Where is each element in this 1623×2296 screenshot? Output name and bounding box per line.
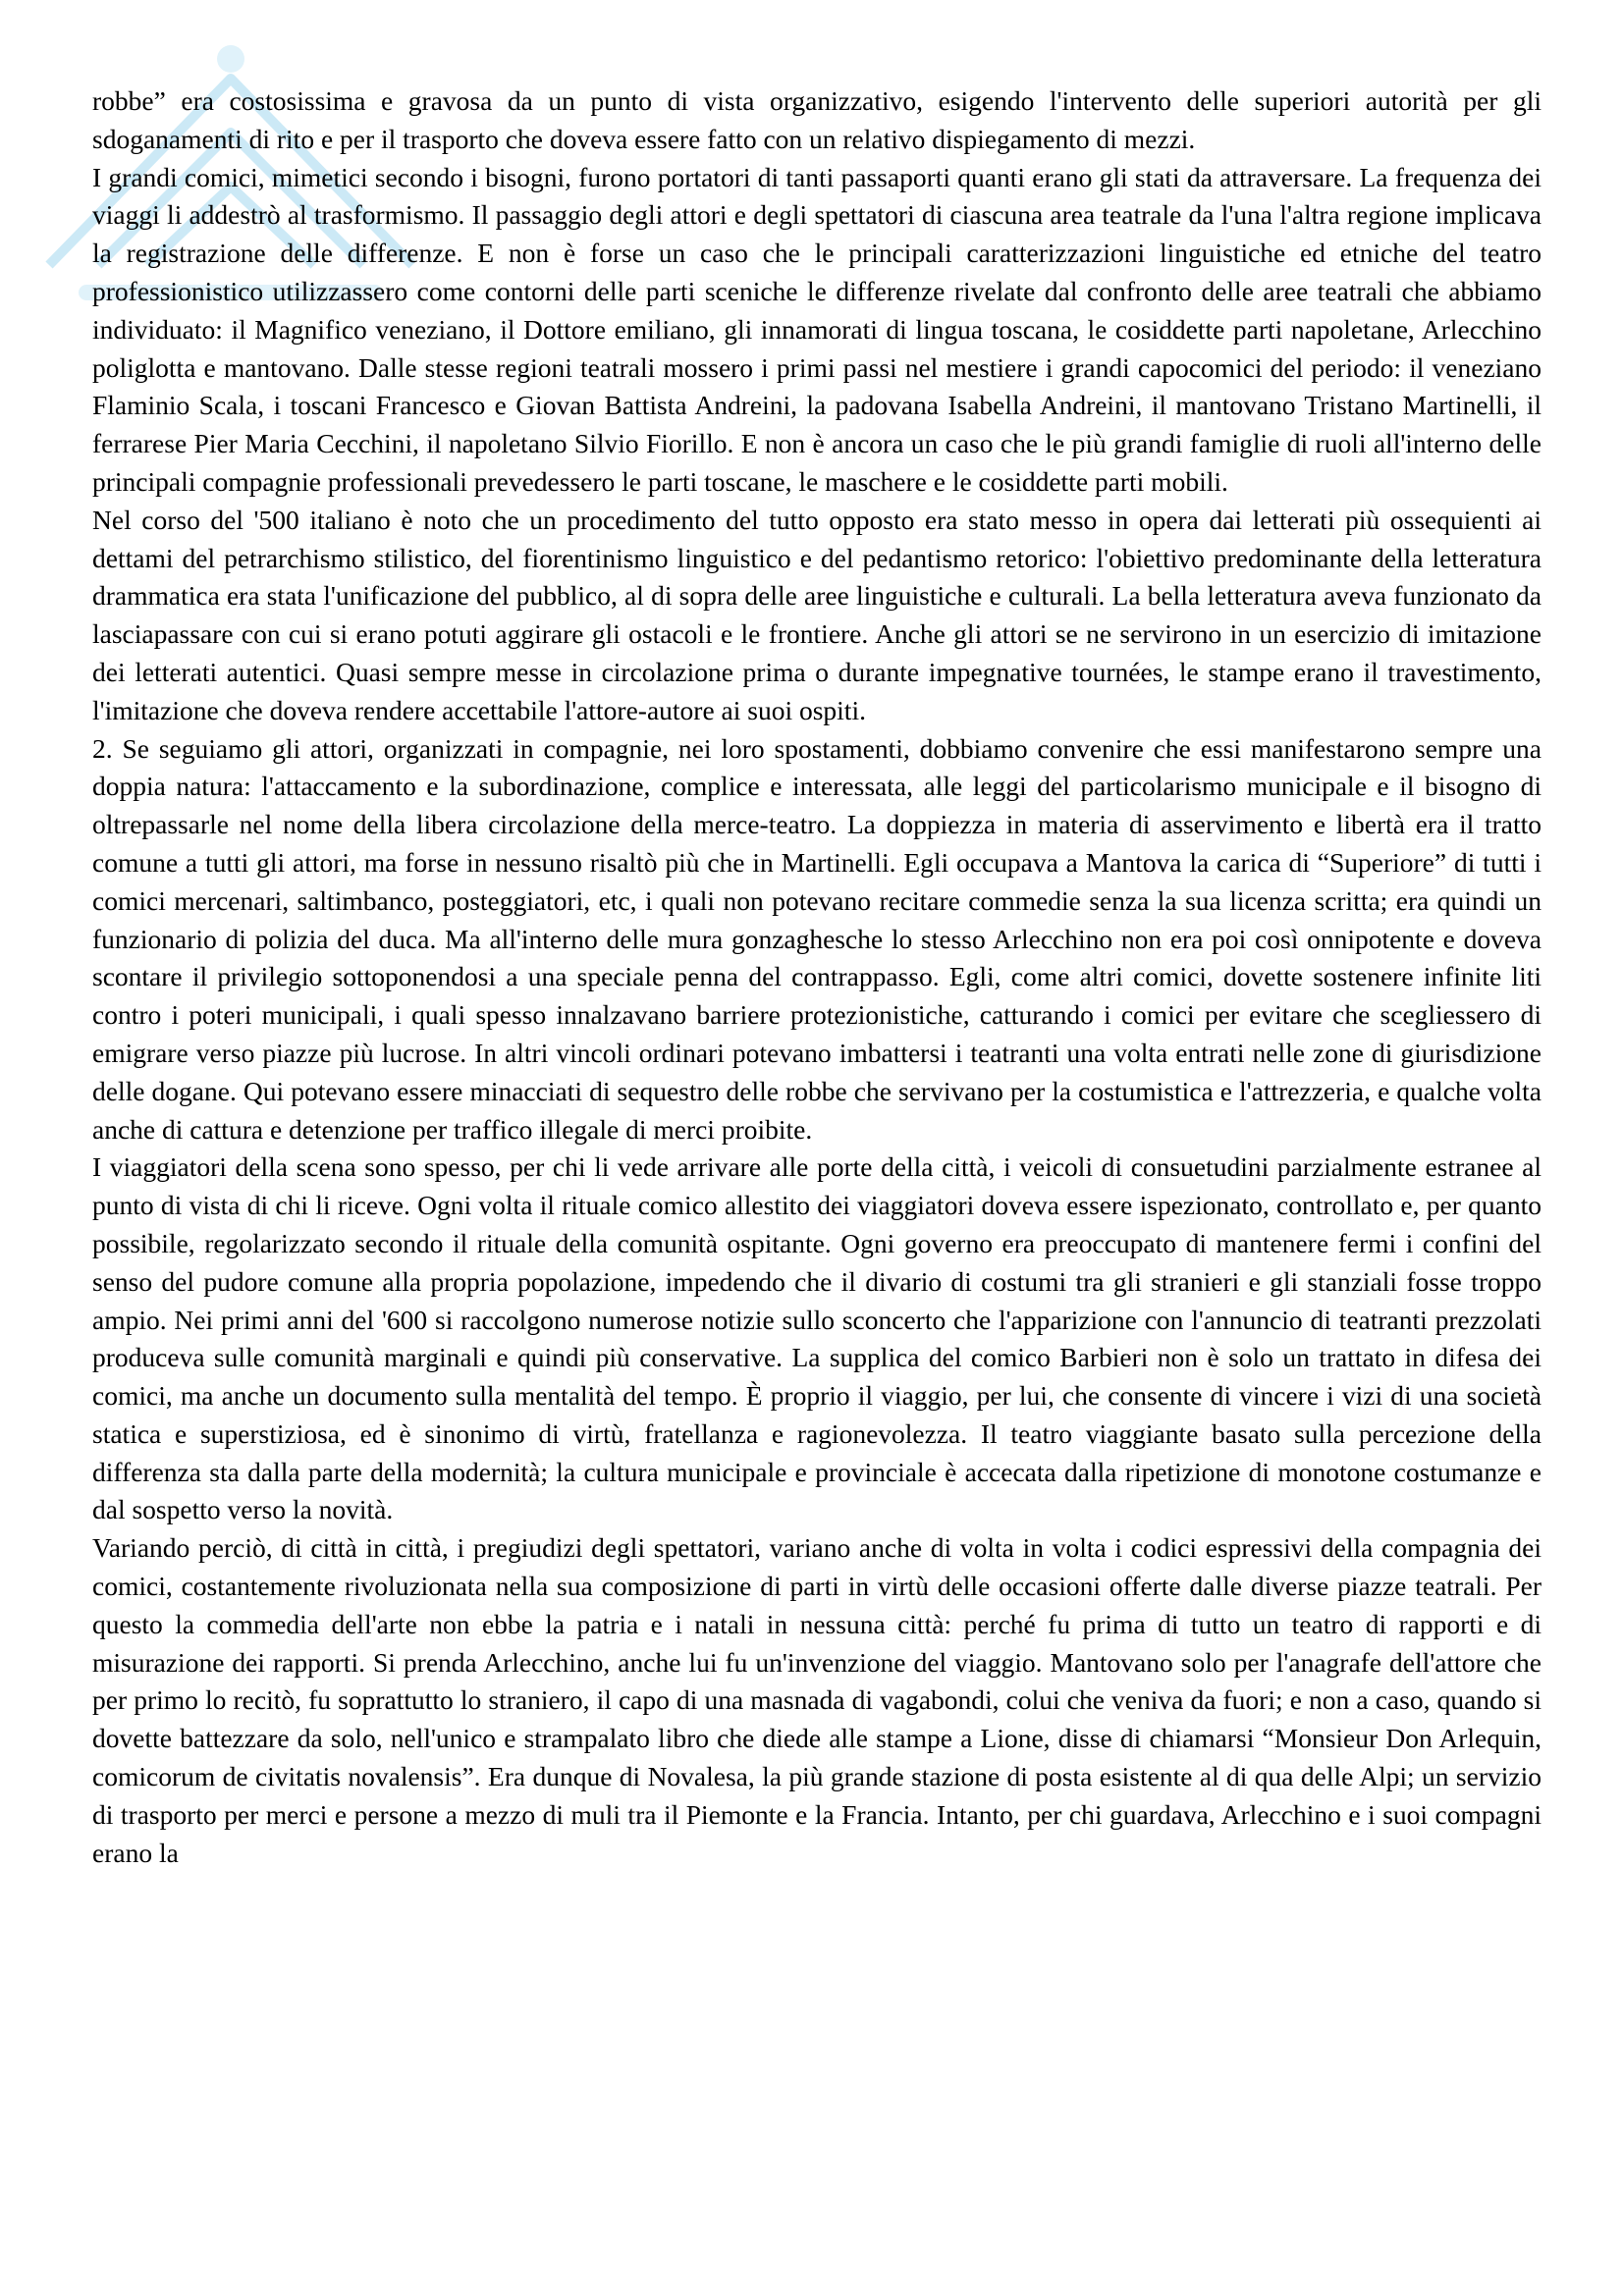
paragraph-3: Nel corso del '500 italiano è noto che un procedimento del tutto opposto era stato messo in opera dai letterati più ossequienti ai dettami del petrarchismo stilistico, del fiorentinismo linguistico e del pedantismo retorico: l'obiettivo predominante della letteratura drammatica era stata l'unificazione del pubblico, al di sopra delle aree linguistiche e culturali. La bella letteratura aveva funzionato da lasciapassare con cui si erano potuti aggirare gli ostacoli e le frontiere. Anche gli attori se ne servirono in un esercizio di imitazione dei letterati autentici. Quasi sempre messe in circolazione prima o durante impegnative tournées, le stampe erano il travestimento, l'imitazione che doveva rendere accettabile l'attore-autore ai suoi ospiti. xyxy=(92,504,1542,725)
paragraph-4: 2. Se seguiamo gli attori, organizzati in compagnie, nei loro spostamenti, dobbiamo convenire che essi manifestarono sempre una doppia natura: l'attaccamento e la subordinazione, complice e interessata, alle leggi del particolarismo municipale e il bisogno di oltrepassarle nel nome della libera circolazione della merce-teatro. La doppiezza in materia di asservimento e libertà era il tratto comune a tutti gli attori, ma forse in nessuno risaltò più che in Martinelli. Egli occupava a Mantova la carica di “Superiore” di tutti i comici mercenari, saltimbanco, posteggiatori, etc, i quali non potevano recitare commedie senza la sua licenza scritta; era quindi un funzionario di polizia del duca. Ma all'interno delle mura gonzaghesche lo stesso Arlecchino non era poi così onnipotente e doveva scontare il privilegio sottoponendosi a una speciale penna del contrappasso. Egli, come altri comici, dovette sostenere infinite liti contro i poteri municipali, i quali spesso innalzavano barriere protezionistiche, catturando i comici per evitare che scegliessero di emigrare verso piazze più lucrose. In altri vincoli ordinari potevano imbattersi i teatranti una volta entrati nelle zone di giurisdizione delle dogane. Qui potevano essere minacciati di sequestro delle robbe che servivano per la costumistica e l'attrezzeria, e qualche volta anche di cattura e detenzione per traffico illegale di merci proibite. xyxy=(92,732,1542,1145)
paragraph-6: Variando perciò, di città in città, i pregiudizi degli spettatori, variano anche di volta in volta i codici espressivi della compagnia dei comici, costantemente rivoluzionata nella sua composizione di parti in virtù delle occasioni offerte dalle diverse piazze teatrali. Per questo la commedia dell'arte non ebbe la patria e i natali in nessuna città: perché fu prima di tutto un teatro di rapporti e di misurazione dei rapporti. Si prenda Arlecchino, anche lui fu un'invenzione del viaggio. Mantovano solo per l'anagrafe dell'attore che per primo lo recitò, fu soprattutto lo straniero, il capo di una masnada di vagabondi, colui che veniva da fuori; e non a caso, quando si dovette battezzare da solo, nell'unico e strampalato libro che diede alle stampe a Lione, disse di chiamarsi “Monsieur Don Arlequin, comicorum de civitatis novalensis”. Era dunque di Novalesa, la più grande stazione di posta esistente al di qua delle Alpi; un servizio di trasporto per merci e persone a mezzo di muli tra il Piemonte e la Francia. Intanto, per chi guardava, Arlecchino e i suoi compagni erano la xyxy=(92,1532,1542,1868)
body-text xyxy=(92,82,1542,1872)
paragraph-2: I grandi comici, mimetici secondo i bisogni, furono portatori di tanti passaporti quanti erano gli stati da attraversare. La frequenza dei viaggi li addestrò al trasformismo. Il passaggio degli attori e degli spettatori di ciascuna area teatrale da l'una l'altra regione implicava la registrazione delle differenze. E non è forse un caso che le principali caratterizzazioni linguistiche ed etniche del teatro professionistico utilizzassero come contorni delle parti sceniche le differenze rivelate dal confronto delle aree teatrali che abbiamo individuato: il Magnifico veneziano, il Dottore emiliano, gli innamorati di lingua toscana, le cosiddette parti napoletane, Arlecchino poliglotta e mantovano. Dalle stesse regioni teatrali mossero i primi passi nel mestiere i grandi capocomici del periodo: il veneziano Flaminio Scala, i toscani Francesco e Giovan Battista Andreini, la padovana Isabella Andreini, il mantovano Tristano Martinelli, il ferrarese Pier Maria Cecchini, il napoletano Silvio Fiorillo. E non è ancora un caso che le più grandi famiglie di ruoli all'interno delle principali compagnie professionali prevedessero le parti toscane, le maschere e le cosiddette parti mobili. xyxy=(92,161,1542,497)
paragraph-5: I viaggiatori della scena sono spesso, per chi li vede arrivare alle porte della città, i veicoli di consuetudini parzialmente estranee al punto di vista di chi li riceve. Ogni volta il rituale comico allestito dei viaggiatori doveva essere ispezionato, controllato e, per quanto possibile, regolarizzato secondo il rituale della comunità ospitante. Ogni governo era preoccupato di mantenere fermi i confini del senso del pudore comune alla propria popolazione, impedendo che il divario di costumi tra gli stranieri e gli stanziali fosse troppo ampio. Nei primi anni del '600 si raccolgono numerose notizie sullo sconcerto che l'apparizione con l'annuncio di teatranti prezzolati produceva sulle comunità marginali e quindi più conservative. La supplica del comico Barbieri non è solo un trattato in difesa dei comici, ma anche un documento sulla mentalità del tempo. È proprio il viaggio, per lui, che consente di vincere i vizi di una società statica e superstiziosa, ed è sinonimo di virtù, fratellanza e ragionevolezza. Il teatro viaggiante basato sulla percezione della differenza sta dalla parte della modernità; la cultura municipale e provinciale è accecata dalla ripetizione di monotone costumanze e dal sospetto verso la novità. xyxy=(92,1151,1542,1525)
paragraph-1: robbe” era costosissima e gravosa da un punto di vista organizzativo, esigendo l'intervento delle superiori autorità per gli sdoganamenti di rito e per il trasporto che doveva essere fatto con un relativo dispiegamento di mezzi. xyxy=(92,85,1542,154)
